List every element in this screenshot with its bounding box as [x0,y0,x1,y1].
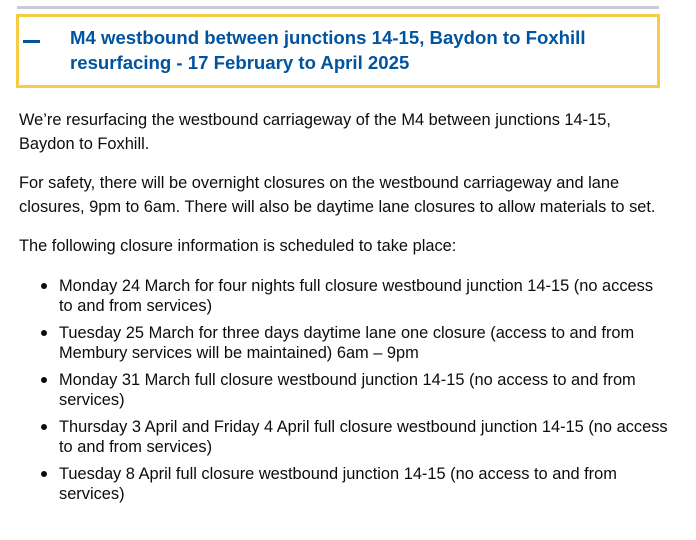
accordion-content [19,108,669,511]
list-item-text: Tuesday 8 April full closure westbound junction 14-15 (no access to and from services) [59,465,617,503]
closure-list [19,276,669,504]
intro-paragraph: We’re resurfacing the westbound carriageway of the M4 between junctions 14-15, Baydon to Foxhill. [19,111,611,153]
list-item-text: Monday 24 March for four nights full closure westbound junction 14-15 (no access to and from services) [59,277,654,315]
list-item [19,417,669,457]
accordion-title[interactable]: M4 westbound between junctions 14-15, Baydon to Foxhill resurfacing - 17 February to April 2025 [70,27,586,73]
accordion-header[interactable] [16,14,660,88]
schedule-intro: The following closure information is scheduled to take place: [19,237,457,255]
bullet-icon [41,377,47,383]
minus-icon[interactable] [23,40,40,43]
list-item [19,323,669,363]
bullet-icon [41,283,47,289]
bullet-icon [41,471,47,477]
list-item [19,370,669,410]
safety-paragraph: For safety, there will be overnight closures on the westbound carriageway and lane closures, 9pm to 6am. There will also be daytime lane closures to allow materials to set. [19,174,656,216]
list-item-text: Thursday 3 April and Friday 4 April full closure westbound junction 14-15 (no access to and from services) [59,418,668,456]
bullet-icon [41,330,47,336]
list-item-text: Monday 31 March full closure westbound junction 14-15 (no access to and from services) [59,371,636,409]
list-item-text: Tuesday 25 March for three days daytime lane one closure (access to and from Membury services will be maintained) 6am – 9pm [59,324,635,362]
divider [17,6,659,9]
list-item [19,464,669,504]
bullet-icon [41,424,47,430]
list-item [19,276,669,316]
